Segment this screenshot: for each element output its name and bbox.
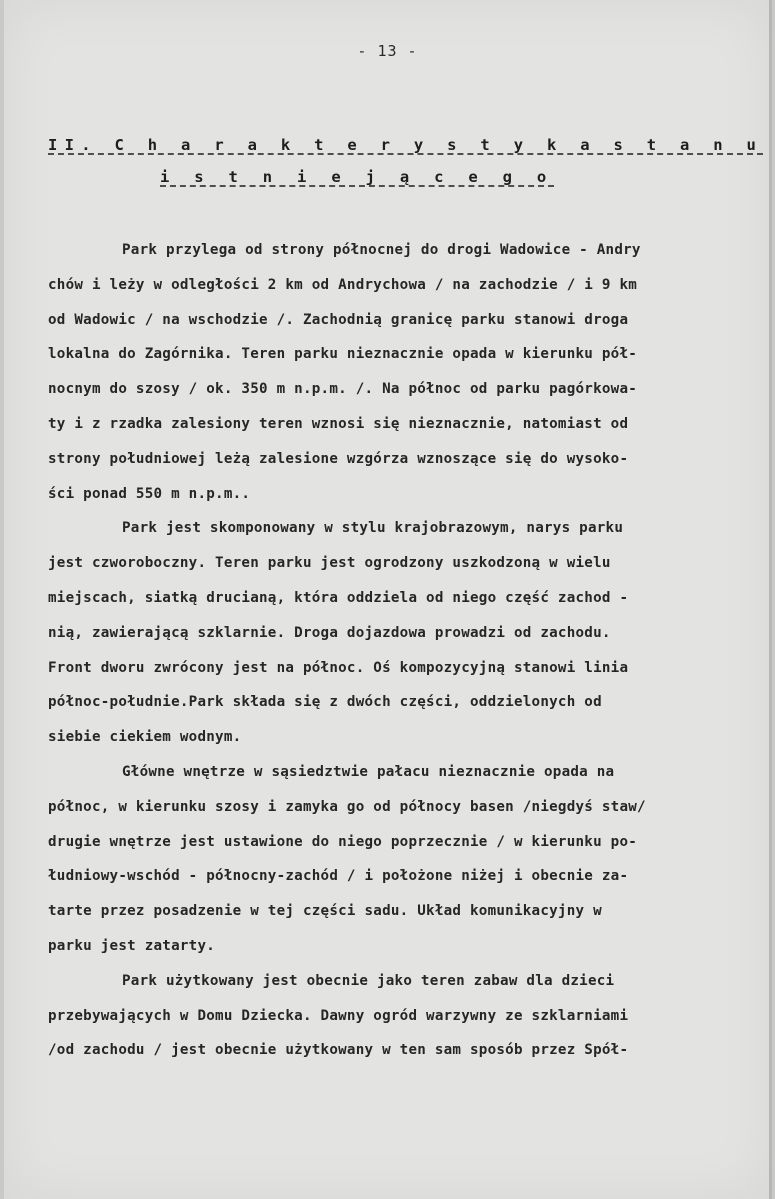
text-line: północ-południe.Park składa się z dwóch części, oddzielonych od xyxy=(48,694,602,711)
text-line: ty i z rzadka zalesiony teren wznosi się nieznacznie, natomiast od xyxy=(48,415,629,432)
body-text xyxy=(48,233,718,1068)
text-line: drugie wnętrze jest ustawione do niego poprzecznie / w kierunku po- xyxy=(48,833,638,850)
text-line: /od zachodu / jest obecnie użytkowany w ten sam sposób przez Spół- xyxy=(48,1042,629,1059)
text-line: jest czworoboczny. Teren parku jest ogrodzony uszkodzoną w wielu xyxy=(48,555,611,572)
page-number: - 13 - xyxy=(357,42,418,60)
section-heading-line-2: i s t n i e j ą c e g o xyxy=(160,168,555,186)
text-line: od Wadowic / na wschodzie /. Zachodnią granicę parku stanowi droga xyxy=(48,311,629,328)
text-line: nocnym do szosy / ok. 350 m n.p.m. /. Na północ od parku pagórkowa- xyxy=(48,381,638,398)
section-heading-line-1: II. C h a r a k t e r y s t y k a s t a n u xyxy=(48,136,764,154)
text-line: Park przylega od strony północnej do drogi Wadowice - Andry xyxy=(122,242,641,258)
text-line: Park jest skomponowany w stylu krajobrazowym, narys parku xyxy=(122,520,624,537)
text-line: chów i leży w odległości 2 km od Andrychowa / na zachodzie / i 9 km xyxy=(48,276,638,293)
text-line: strony południowej leżą zalesione wzgórza wznoszące się do wysoko- xyxy=(48,450,629,467)
text-line: Front dworu zwrócony jest na północ. Oś kompozycyjną stanowi linia xyxy=(48,659,629,676)
text-line: lokalna do Zagórnika. Teren parku nieznacznie opada w kierunku pół- xyxy=(48,346,638,363)
text-line: przebywających w Domu Dziecka. Dawny ogród warzywny ze szklarniami xyxy=(48,1007,629,1024)
page-edge xyxy=(769,0,772,1199)
text-line: tarte przez posadzenie w tej części sadu. Układ komunikacyjny w xyxy=(48,903,602,920)
text-line: siebie ciekiem wodnym. xyxy=(48,729,242,746)
text-line: miejscach, siatką drucianą, która oddziela od niego część zachod - xyxy=(48,589,629,606)
text-line: nią, zawierającą szklarnie. Droga dojazdowa prowadzi od zachodu. xyxy=(48,624,611,641)
text-line: Park użytkowany jest obecnie jako teren zabaw dla dzieci xyxy=(122,972,615,989)
text-line: ści ponad 550 m n.p.m.. xyxy=(48,485,251,502)
text-line: północ, w kierunku szosy i zamyka go od północy basen /niegdyś staw/ xyxy=(48,798,646,815)
text-line: łudniowy-wschód - północny-zachód / i położone niżej i obecnie za- xyxy=(48,868,629,885)
text-line: parku jest zatarty. xyxy=(48,937,216,954)
text-line: Główne wnętrze w sąsiedztwie pałacu nieznacznie opada na xyxy=(122,763,615,780)
